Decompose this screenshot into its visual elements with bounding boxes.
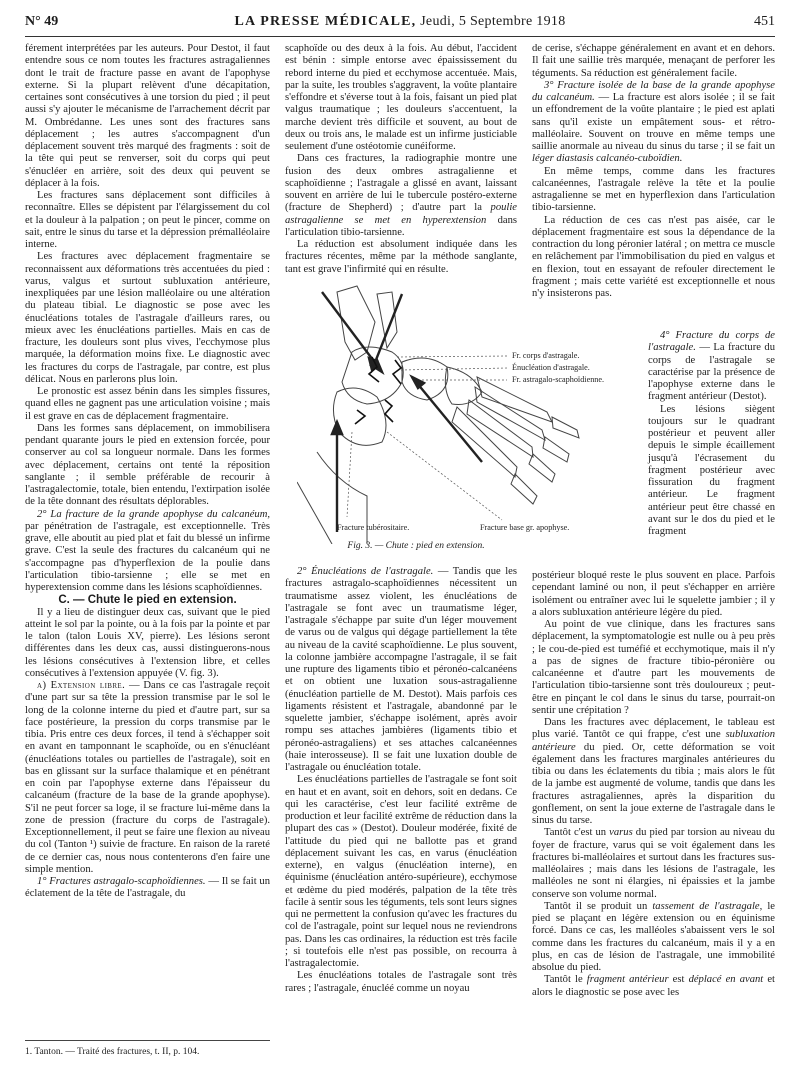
paragraph-emphasis: léger diastasis calcanéo-cuboïdien. — [532, 153, 683, 165]
paragraph: Dans les formes sans déplacement, on immobilisera pendant quarante jours le pied en extension forcée, pour conserver au col sa longueur normale. Dans les formes avec déplacement, certains ont tenté la réposition sanglante ; il semble préférable de recourir à l'astragalectomie, totale, bien entendu, l'extirpation isolée de la tête donnant des résultats déplorables. — [25, 422, 270, 508]
metatarsal-bone — [475, 387, 545, 440]
paragraph: Le pronostic est assez bénin dans les simples fissures, quand elles ne gagnent pas une articulation voisine ; mais il est grave en cas de déplacement fragmentaire. — [25, 386, 270, 422]
paragraph: Les fractures avec déplacement fragmentaire se reconnaissent aux déformations très accentuées du pied : varus, valgus et surtout subluxation antérieure, inexpliquées par une lésion malléolaire ou une altération du plateau tibial. Le diagnostic se pose avec les énucléations totales de l'astragale d'ailleurs rares, ou mieux avec les énucléations partielles. Mais en cas de fracture, les douleurs sont plus vives, l'ecchymose plus marquée, la déformation moins fixe. Le diagnostic avec les fractures du corps de l'astragale, par contre, est plus délicat. Nous en parlerons plus loin. — [25, 251, 270, 385]
header-rule — [25, 36, 775, 37]
paragraph-text: — La fracture est alors isolée ; il se fait un effondrement de la voûte plantaire ; le pied est aplati sans qu'il existe un empâtement sous- et rétro-malléolaire. Souvent on trouve en même temps une saillie anormale au niveau du sinus du tarse ; il se fait un — [532, 92, 775, 152]
issue-number: N° 49 — [25, 14, 59, 29]
paragraph: Les fractures sans déplacement sont difficiles à reconnaître. Elles se dépistent par l'élargissement du col et la douleur à la palpation ; on peut le pincer, comme on sait, entre le sinus du tarse et la dépression prémalléolaire interne. — [25, 190, 270, 250]
tibia-bone — [337, 286, 375, 360]
leader-line — [397, 356, 507, 357]
paragraph-lead: a) Extension libre. — [37, 680, 126, 691]
column-3-inset — [648, 330, 775, 538]
paragraph: de cerise, s'échappe généralement en avant et en dehors. Il fait une saillie très marquée, menaçant de perforer les téguments. Sa réduction est généralement facile. — [532, 43, 775, 79]
paragraph-text: — Dans ce cas l'astragale reçoit d'une part sur sa tête la pression transmise par le sol le long de la colonne interne du pied et d'autre part, sur sa face postérieure, la pression du corps transmise par le tibia. Pris entre ces deux forces, il tend à s'échapper soit en avant en tamponnant le scaphoïde, ou en s'énucléant (énucléations totales ou partielles de l'astragale), soit en bas en glissant sur la surface thalamique et en pénétrant en coin par l'apophyse externe dans l'épaisseur du calcanéum (fracture de la base de la grande apophyse). S'il ne peut forcer sa loge, il se fracture lui-même dans la zone de pression (fracture du corps de l'astragale). Exceptionnellement, il peut se faire une flexion au niveau du col (Tanton ¹) suivie de fracture. En raison de la rareté de ce dernier cas, nous nous contenterons d'en faire une simple mention. — [25, 680, 270, 875]
column-3 — [532, 43, 775, 300]
phalanx-bone — [529, 454, 555, 482]
leader-line — [387, 432, 502, 520]
paragraph: Au point de vue clinique, dans les fractures sans déplacement, la symptomatologie est nulle ou à peu près ; le cou-de-pied est tuméfié et ecchymotique, mais il n'y a pas de signes de fracture tibio-péronière ou calcanéenne et d'autre part les mouvements de l'articulation tibio-tarsienne sont très douloureux ; peut-être en pinçant le col dans le sinus du tarse, pourrait-on sentir une crépitation ? — [532, 619, 775, 716]
paragraph-text: du pied. Or, cette déformation se voit également dans les fractures marginales antérieures du tibia ou dans les éclatements du tibia ; mais alors le fût de la jambe est augmenté de volume, tandis que dans les fractures astragaliennes, après la disparition du gonflement, on sent la joue externe de l'astragale dans le sinus du tarse. — [532, 741, 775, 826]
footnote: 1. Tanton. — Traité des fractures, t. II, p. 104. — [25, 1040, 270, 1057]
paragraph-emphasis: tassement de l'astragale, — [652, 900, 763, 912]
figure-label-tuberositaire: Fracture tubérositaire. — [337, 523, 410, 532]
paragraph: La réduction est absolument indiquée dans les fractures récentes, même par la méthode sanglante, tant est grave l'infirmité qui en résulte. — [285, 239, 517, 275]
paragraph-emphasis: subluxation antérieure — [532, 729, 775, 753]
paragraph-emphasis: déplacé en avant — [688, 974, 764, 986]
paragraph-text: Dans les fractures avec déplacement, le tableau est plus varié. Tantôt ce qui frappe, c'est une — [532, 717, 775, 741]
section-title: C. — Chute le pied en extension. — [58, 594, 237, 607]
fracture-line — [393, 360, 401, 384]
paragraph-lead: 2° Énucléations de l'astragale. — [297, 566, 434, 577]
column-2-continued — [285, 566, 517, 995]
arrowhead — [332, 422, 342, 434]
metatarsal-bone — [452, 407, 517, 477]
support-line — [297, 482, 332, 544]
page-number: 451 — [754, 14, 775, 29]
paragraph — [285, 566, 517, 774]
paragraph-text: Tantôt il se produit un — [544, 900, 653, 912]
metatarsal-bone — [467, 400, 533, 457]
paragraph-text: dans l'articulation tibio-tarsienne. — [285, 214, 517, 238]
arrowhead — [412, 377, 424, 388]
column-2 — [285, 43, 517, 276]
phalanx-bone — [543, 437, 569, 462]
paragraph: férement interprétées par les auteurs. Pour Destot, il faut entendre sous ce nom toutes les fractures astragaliennes dont le trait de fracture passe en avant de l'apophyse externe. Si la plupart relèvent d'une décapitation, certaines sont consécutives à une torsion du pied ; il peut aussi s'y ajouter le mécanisme de l'arrachement décrit par M. Ombrédanne. Les unes sont des fractures sans déplacement ; les autres s'accompagnent d'un déplacement souvent très marqué des fragments : soit de la tête qui peut se renverser, soit du corps qui peut s'énucléer en arrière, soit des deux qui peuvent se déplacer à la fois. — [25, 43, 270, 189]
leader-line — [347, 432, 352, 517]
paragraph: scaphoïde ou des deux à la fois. Au début, l'accident est bénin : simple entorse avec épaississement du rebord interne du pied et ecchymose accentuée. Mais, par la suite, les troubles s'aggravent, la voûte plantaire s'effondre et s'éverse tout à la fois, faisant un pied plat valgus traumatique ; les douleurs s'accentuent, la marche devient très difficile et souvent, au bout de deux ou trois ans, le malade est un infirme justiciable seulement d'une ostéotomie cunéiforme. — [285, 43, 517, 152]
paragraph: La réduction de ces cas n'est pas aisée, car le déplacement fragmentaire est sous la dépendance de la contraction du long péronier latéral ; on mettra ce muscle en relâchement par l'immobilisation du pied en valgus et en flexion, tout en essayant de refouler directement le fragment ; mais cette variété est exceptionnelle et nous n'y insisterons pas. — [532, 214, 775, 299]
paragraph — [532, 901, 775, 975]
issue-date: Jeudi, 5 Septembre 1918 — [420, 14, 566, 29]
paragraph-text: Dans ces fractures, la radiographie montre une fusion des deux ombres astragalienne et scaphoïdienne ; l'astragale a glissé en avant, laissant souvent en arrière de lui le tubercule postéro-externe (fracture de Shepherd) ; d'autre part la — [285, 153, 517, 214]
paragraph: En même temps, comme dans les fractures calcanéennes, l'astragale relève la tête et la poulie astragalienne se met en hyperflexion dans l'articulation tibio-tarsienne. — [532, 165, 775, 214]
foot-skeleton-drawing — [297, 282, 609, 544]
paragraph: Les énucléations totales de l'astragale sont très rares ; l'astragale, énucléé comme un noyau — [285, 970, 517, 994]
paragraph — [25, 509, 270, 595]
journal-title-line — [25, 14, 775, 30]
paragraph-lead: 1° Fractures astragalo-scaphoïdiennes. — [37, 876, 206, 887]
phalanx-bone — [511, 474, 537, 504]
paragraph — [532, 974, 775, 999]
paragraph — [25, 876, 270, 901]
figure-label-corps: Fr. corps d'astragale. — [512, 351, 580, 360]
paragraph-emphasis: varus — [609, 827, 633, 839]
paragraph — [648, 330, 775, 404]
paragraph-lead: 3° Fracture isolée de la base de la grande apophyse du calcanéum. — [532, 79, 775, 103]
paragraph — [285, 153, 517, 239]
journal-name: LA PRESSE MÉDICALE, — [234, 14, 417, 29]
paragraph: Il y a lieu de distinguer deux cas, suivant que le pied atteint le sol par la pointe, ou à la fois par la pointe et par le talon (talon Louis XV, pierre). Les lésions seront différentes dans les deux cas, aussi distinguerons-nous les lésions consécutives à l'extension libre, et celles consécutives à l'extension appuyée (V. fig. 3). — [25, 606, 270, 679]
paragraph-text: est — [668, 974, 689, 986]
paragraph-text: le pied se plaçant en légère extension ou en équinisme forcé. Dans ce cas, les malléoles s'abaissent vers le sol comme dans les fractures du calcanéum, mais il y a en plus, en cas de lésion de l'astragale, une immobilité absolue du pied. — [532, 900, 775, 973]
fracture-line — [355, 410, 365, 424]
paragraph-text: Tantôt c'est un — [544, 827, 610, 839]
paragraph-text: du pied par torsion au niveau du foyer de fracture, varus qui se voit également dans les fractures bi-malléolaires et surtout dans les fractures sus-malléolaires ; mais dans les lésions de l'astragale, les malléoles ne sont ni élargies, ni épaissies et la jambe conserve son volume normal. — [532, 827, 775, 900]
paragraph-text: par pénétration de l'astragale, est exceptionnelle. Très grave, elle aboutit au pied plat et fait du blessé un infirme grave. C'est la seule des fractures du calcanéum qui ne s'accompagne pas d'hyperflexion de la poulie dans l'articulation tibio-tarsienne ; elle se met en hyperextension comme dans les lésions scaphoïdiennes. — [25, 520, 270, 593]
paragraph-text: Tantôt le — [544, 974, 587, 986]
force-arrow — [412, 377, 482, 462]
paragraph: Les lésions siègent toujours sur le quadrant postérieur et peuvent aller depuis le simple écaillement jusqu'à l'écrasement du fragment postérieur avec fissuration du fragment antérieur. Le fragment antérieur peut être chassé en avant sur le dos du pied et le fragment — [648, 403, 775, 537]
page-header — [25, 14, 775, 36]
paragraph: Les énucléations partielles de l'astragale se font soit en haut et en avant, soit en dehors, soit en dedans. Ce qui les caractérise, c'est leur facilité extrême de production et leur facilité extrême de réduction dans la plupart des cas » (Destot). Douleur modérée, fixité de l'attitude du pied qui ne ballotte pas et grand déplacement suivant les cas, en varus (énucléation externe), en valgus (énucléation interne), en équinisme (énucléation antéro-supérieure), ecchymose et œdème du pied modérés, palpation de la tête très facile à sentir sous les téguments, tels sont leurs signes qui ne permettent la confusion qu'avec les fractures du col de l'astragale, point sur lequel nous ne reviendrons pas. Dans les cas ordinaires, la réduction est très facile ; si toutefois elle n'est pas possible, on recourra à l'astragalectomie. — [285, 774, 517, 969]
fracture-line — [385, 400, 393, 422]
column-1 — [25, 43, 270, 901]
paragraph — [532, 717, 775, 827]
paragraph-text: — Il se fait un éclatement de la tête de l'astragale, du — [25, 876, 270, 900]
paragraph-emphasis: poulie astragalienne se met en hyperextension — [285, 202, 517, 226]
figure-label-base: Fracture base gr. apophyse. — [480, 523, 570, 532]
phalanx-bone — [552, 417, 579, 438]
figure-label-scaphoid: Fr. astragalo-scaphoïdienne. — [512, 375, 605, 384]
paragraph-emphasis: fragment antérieur — [586, 974, 669, 986]
fibula-bone — [377, 292, 397, 348]
figure-label-enucleation: Énucléation d'astragale. — [512, 363, 590, 372]
paragraph — [532, 80, 775, 166]
figure-3-illustration — [297, 282, 609, 544]
paragraph — [532, 827, 775, 901]
paragraph-text: et alors le diagnostic se pose avec les — [532, 974, 776, 998]
column-3-continued — [532, 570, 775, 999]
figure-caption: Fig. 3. — Chute : pied en extension. — [347, 541, 485, 551]
paragraph-lead: 4° Fracture du corps de l'astragale. — [648, 330, 775, 354]
paragraph-text: — La fracture du corps de l'astragale se caractérise par la présence de l'apophyse externe dans le fragment antérieur (Destot). — [648, 342, 775, 403]
paragraph — [25, 680, 270, 876]
paragraph-text: — Tandis que les fractures astragalo-scaphoïdiennes nécessitent un traumatisme assez violent, les énucléations de l'astragale se font avec un traumatisme léger, l'astragale s'échappe par suite d'un léger mouvement de varus ou de valgus qui dégage partiellement la tête au niveau de la cavité scaphoïdienne. Le plus souvent, la colonne jambière accompagne l'astragale, il se fait une rupture des ligaments tibio et péronéo-calcanéens et on obtient une luxation sous-astragalienne (énucléation partielle de M. Destot). Mais parfois ces ligaments résistent et l'astragale, abandonné par le squelette jambier, s'échappe isolément, après avoir rompu ses attaches jambières (ligaments tibio et péronéo-astragaliens) et ses attaches calcanéennes (haie interosseuse). Il se fait une luxation double de l'astragale ou énucléation totale. — [285, 566, 518, 773]
calcaneus-bone — [333, 388, 386, 445]
paragraph: postérieur bloqué reste le plus souvent en place. Parfois cependant laminé ou non, il peut s'échapper en arrière isolément ou entraîner avec lui le squelette jambier ; il y a alors subluxation antérieure légère du pied. — [532, 570, 775, 618]
paragraph-lead: 2° La fracture de la grande apophyse du calcanéum, — [37, 508, 270, 520]
